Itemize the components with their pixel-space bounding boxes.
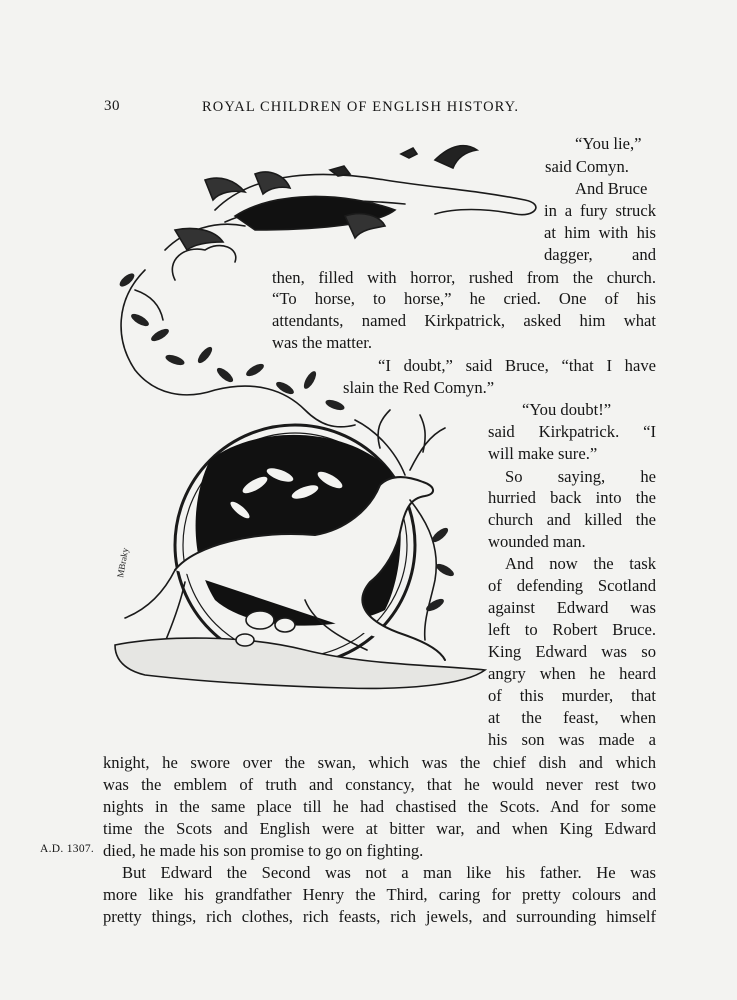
running-head: ROYAL CHILDREN OF ENGLISH HISTORY. [202, 99, 520, 115]
text-line: in a fury struck [544, 201, 656, 220]
illustrator-signature: MBraky [115, 547, 131, 579]
text-line: at him with his [544, 223, 656, 242]
text-line: knight, he swore over the swan, which was the chief dish and which [103, 753, 656, 772]
text-line: more like his grandfather Henry the Third, caring for pretty colours and [103, 885, 656, 904]
text-line: angry when he heard [488, 664, 656, 683]
text-line: time the Scots and English were at bitter war, and when King Edward [103, 819, 656, 838]
text-line: And Bruce [575, 179, 648, 198]
text-line: said Kirkpatrick. “I [488, 422, 656, 441]
text-line: “To horse, to horse,” he cried. One of his [272, 289, 656, 308]
stag-birds-vine-illuminated-initial-icon [105, 130, 545, 710]
text-line: church and killed the [488, 510, 656, 529]
text-line: said Comyn. [545, 157, 629, 176]
text-line: But Edward the Second was not a man like his father. He was [122, 863, 656, 882]
text-line: was the emblem of truth and constancy, that he would never rest two [103, 775, 656, 794]
text-line: “You lie,” [575, 134, 642, 153]
text-line: So saying, he [505, 467, 656, 486]
text-line: will make sure.” [488, 444, 598, 463]
text-line: of defending Scotland [488, 576, 656, 595]
text-line: dagger, and [544, 245, 656, 264]
text-line: hurried back into the [488, 488, 656, 507]
text-line: And now the task [505, 554, 656, 573]
margin-date-note: A.D. 1307. [40, 843, 95, 855]
text-line: died, he made his son promise to go on fighting. [103, 841, 424, 860]
text-line: nights in the same place till he had chastised the Scots. And for some [103, 797, 656, 816]
text-line: left to Robert Bruce. [488, 620, 656, 639]
text-line: at the feast, when [488, 708, 656, 727]
page-number: 30 [104, 98, 120, 114]
text-line: slain the Red Comyn.” [343, 378, 495, 397]
text-line: “I doubt,” said Bruce, “that I have [378, 356, 656, 375]
text-line: pretty things, rich clothes, rich feasts, rich jewels, and surrounding himself [103, 907, 656, 926]
text-line: his son was made a [488, 730, 656, 749]
text-line: “You doubt!” [522, 400, 612, 419]
text-line: then, filled with horror, rushed from the church. [272, 268, 656, 287]
text-line: King Edward was so [488, 642, 656, 661]
text-line: wounded man. [488, 532, 586, 551]
text-line: of this murder, that [488, 686, 656, 705]
text-line: against Edward was [488, 598, 656, 617]
text-line: attendants, named Kirkpatrick, asked him what [272, 311, 656, 330]
text-line: was the matter. [272, 333, 372, 352]
